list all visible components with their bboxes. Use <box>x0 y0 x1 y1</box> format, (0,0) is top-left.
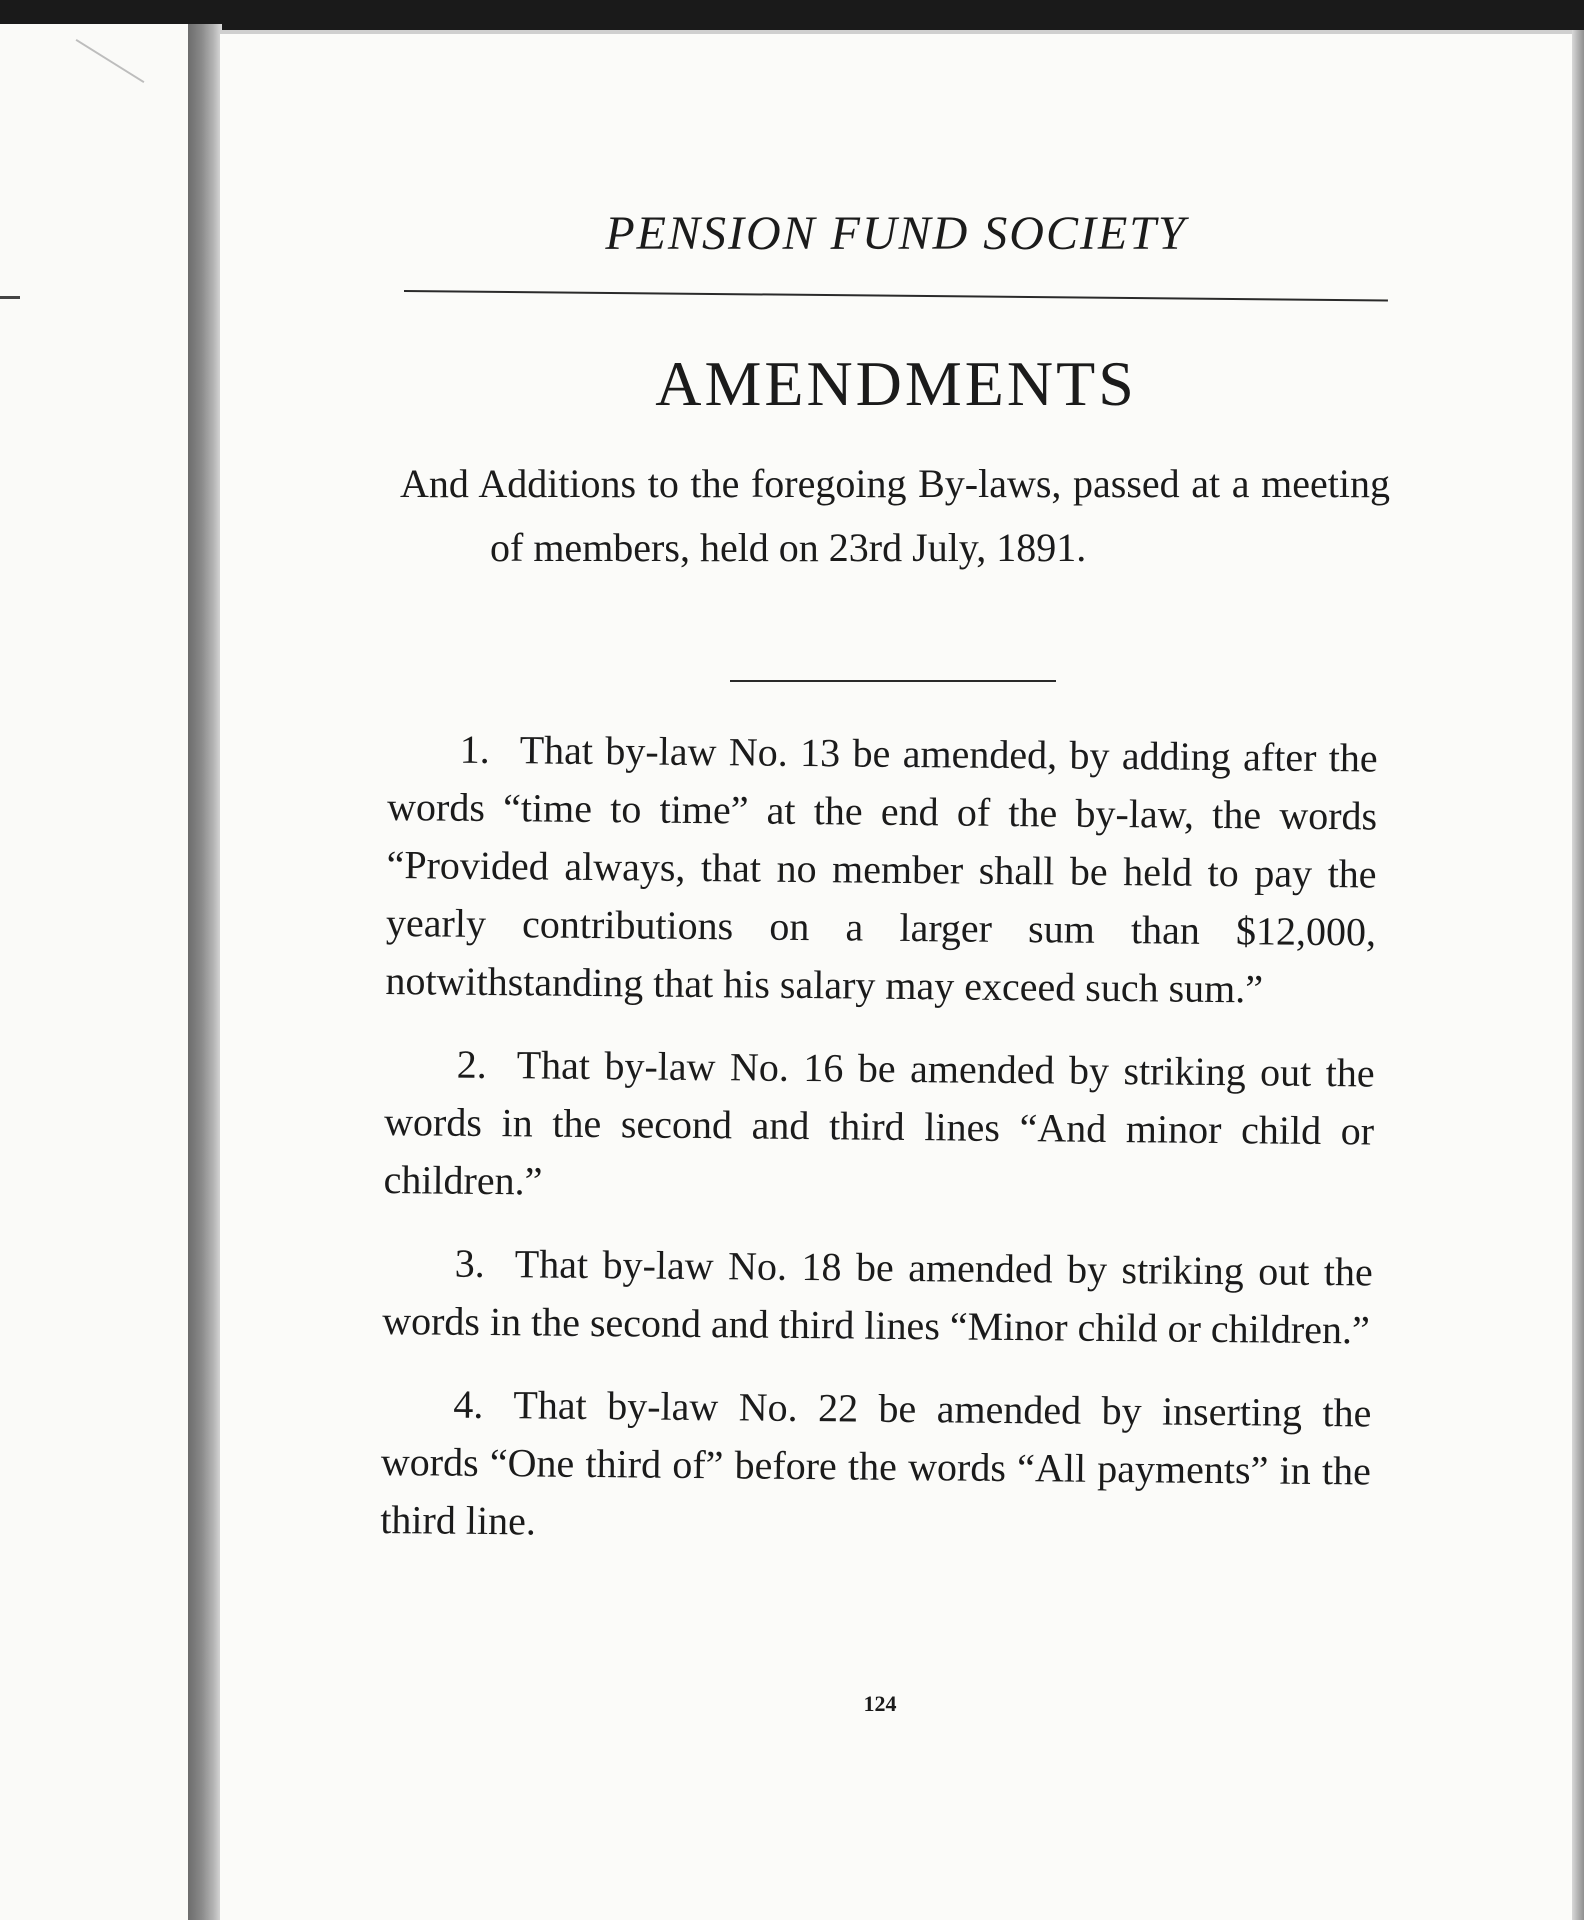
amendment-text: That by-law No. 18 be amended by striking out the words in the second and third lines “Minor child or children.” <box>382 1241 1373 1353</box>
amendment-item-2 <box>383 1035 1375 1218</box>
amendment-number: 1. <box>459 726 490 772</box>
facing-page-mark <box>0 296 20 299</box>
amendment-list <box>380 720 1378 1583</box>
subtitle <box>400 452 1390 580</box>
facing-page <box>0 24 192 1920</box>
amendment-text: That by-law No. 16 be amended by striking out the words in the second and third lines “And minor child or children.” <box>383 1042 1375 1204</box>
amendment-number: 2. <box>456 1041 487 1087</box>
page-number: 124 <box>863 1691 897 1716</box>
amendment-number: 4. <box>453 1381 484 1427</box>
amendment-text: That by-law No. 13 be amended, by adding after the words “time to time” at the end of the by-law, the words “Provided always, that no member shall be held to pay the yearly contributions on a larger sum than $12,000, notwithstanding that his salary may exceed such sum.” <box>385 727 1378 1012</box>
scan-top-edge <box>0 0 1584 30</box>
amendment-item-3 <box>382 1234 1373 1359</box>
subtitle-lead: And <box>400 461 469 506</box>
section-divider <box>730 680 1056 682</box>
amendment-item-1 <box>385 720 1378 1019</box>
page-title: AMENDMENTS <box>655 348 1137 419</box>
book-spine <box>188 24 222 1920</box>
amendment-item-4 <box>380 1375 1372 1558</box>
amendment-number: 3. <box>454 1240 486 1286</box>
running-head: PENSION FUND SOCIETY <box>605 207 1187 260</box>
amendment-text: That by-law No. 22 be amended by inserting the words “One third of” before the words “All payments” in the third line. <box>380 1382 1372 1544</box>
subtitle-rest: Additions to the foregoing By-laws, passed at a meeting of members, held on 23rd July, 1891. <box>478 461 1390 570</box>
page-right-edge <box>1572 30 1584 1920</box>
